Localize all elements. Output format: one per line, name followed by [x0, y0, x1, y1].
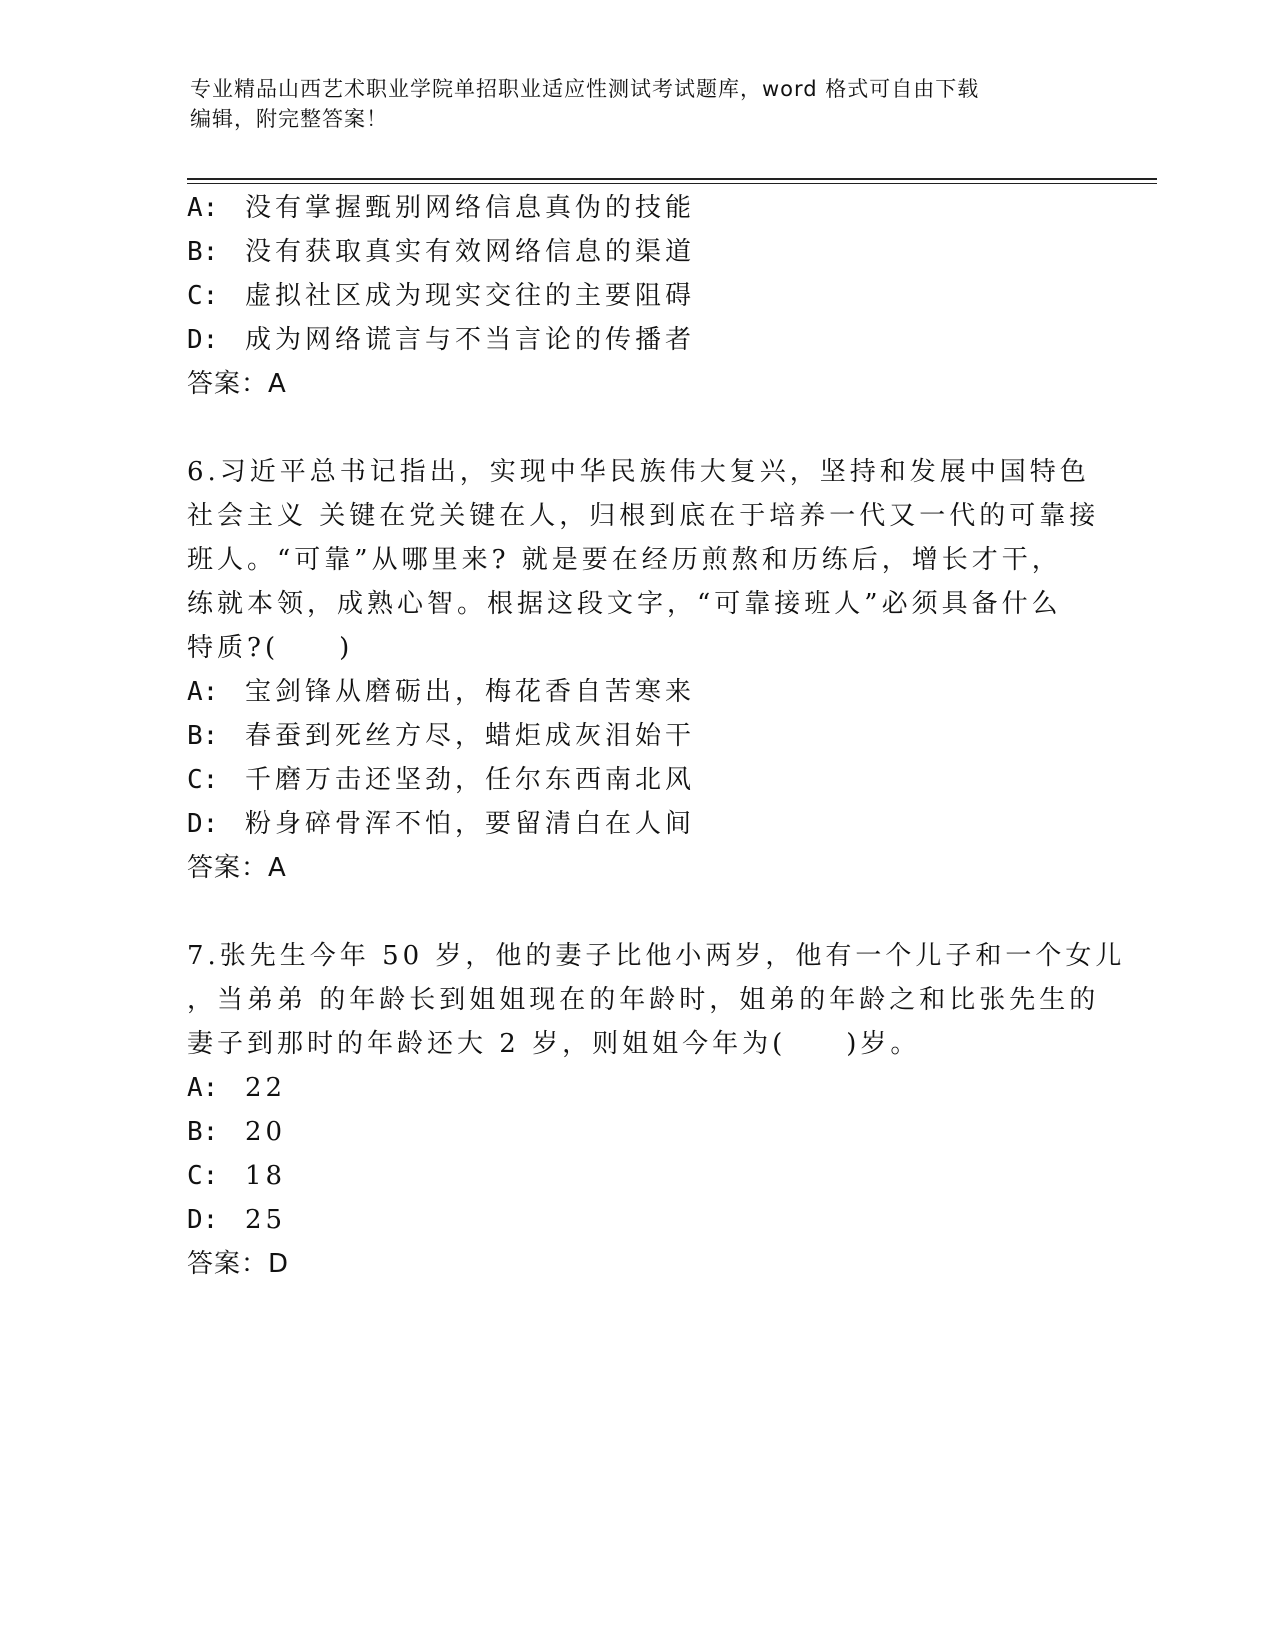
q6-option-c — [187, 762, 695, 798]
option-label: D: — [187, 809, 219, 839]
option-text: 宝剑锋从磨砺出，梅花香自苦寒来 — [245, 677, 696, 707]
q7-stem-line-1: 7.张先生今年 50 岁，他的妻子比他小两岁，他有一个儿子和一个女儿 — [187, 941, 1126, 971]
q6-stem-line-2: 社会主义 关键在党关键在人，归根到底在于培养一代又一代的可靠接 — [187, 501, 1100, 531]
q7-stem-line-3: 妻子到那时的年龄还大 2 岁，则姐姐今年为( )岁。 — [187, 1029, 921, 1059]
option-text: 粉身碎骨浑不怕，要留清白在人间 — [245, 809, 696, 839]
header-line-1: 专业精品山西艺术职业学院单招职业适应性测试考试题库，word 格式可自由下载 — [190, 77, 980, 101]
q5-option-d — [187, 322, 695, 358]
q7-option-a — [187, 1070, 286, 1106]
option-label: B: — [187, 1117, 219, 1147]
q6-stem-line-1: 6.习近平总书记指出，实现中华民族伟大复兴，坚持和发展中国特色 — [187, 457, 1090, 487]
option-label: A: — [187, 1073, 219, 1103]
option-text: 20 — [245, 1117, 287, 1147]
q7-option-c — [187, 1158, 286, 1194]
q5-option-b — [187, 234, 695, 270]
q6-stem-line-3: 班人。“可靠”从哪里来? 就是要在经历煎熬和历练后，增长才干， — [187, 545, 1062, 575]
q6-stem-line-5: 特质?( ) — [187, 633, 354, 663]
option-label: B: — [187, 237, 219, 267]
option-label: A: — [187, 677, 219, 707]
q6-stem-line-4: 练就本领，成熟心智。根据这段文字，“可靠接班人”必须具备什么 — [187, 589, 1062, 619]
header-divider-thick — [187, 178, 1157, 180]
document-header — [190, 74, 1070, 134]
option-text: 25 — [245, 1205, 287, 1235]
option-text: 22 — [245, 1073, 287, 1103]
header-divider-thin — [187, 183, 1157, 184]
option-label: B: — [187, 721, 219, 751]
option-text: 18 — [245, 1161, 287, 1191]
option-label: D: — [187, 325, 219, 355]
option-text: 千磨万击还坚劲，任尔东西南北风 — [245, 765, 696, 795]
header-line-2: 编辑，附完整答案！ — [190, 107, 388, 131]
q6-option-a — [187, 674, 695, 710]
q5-answer: 答案：A — [187, 369, 287, 399]
option-label: C: — [187, 1161, 219, 1191]
q7-option-b — [187, 1114, 286, 1150]
q5-option-a — [187, 190, 695, 226]
option-label: A: — [187, 193, 219, 223]
option-text: 没有掌握甄别网络信息真伪的技能 — [245, 193, 696, 223]
option-text: 春蚕到死丝方尽，蜡炬成灰泪始干 — [245, 721, 696, 751]
q6-option-d — [187, 806, 695, 842]
q6-answer: 答案：A — [187, 853, 287, 883]
q7-answer: 答案：D — [187, 1249, 290, 1279]
q7-option-d — [187, 1202, 286, 1238]
option-text: 成为网络谎言与不当言论的传播者 — [245, 325, 696, 355]
q5-option-c — [187, 278, 695, 314]
q7-stem-line-2: ，当弟弟 的年龄长到姐姐现在的年龄时，姐弟的年龄之和比张先生的 — [187, 985, 1100, 1015]
q6-option-b — [187, 718, 695, 754]
option-label: C: — [187, 765, 219, 795]
option-label: D: — [187, 1205, 219, 1235]
option-text: 没有获取真实有效网络信息的渠道 — [245, 237, 696, 267]
option-text: 虚拟社区成为现实交往的主要阻碍 — [245, 281, 696, 311]
option-label: C: — [187, 281, 219, 311]
